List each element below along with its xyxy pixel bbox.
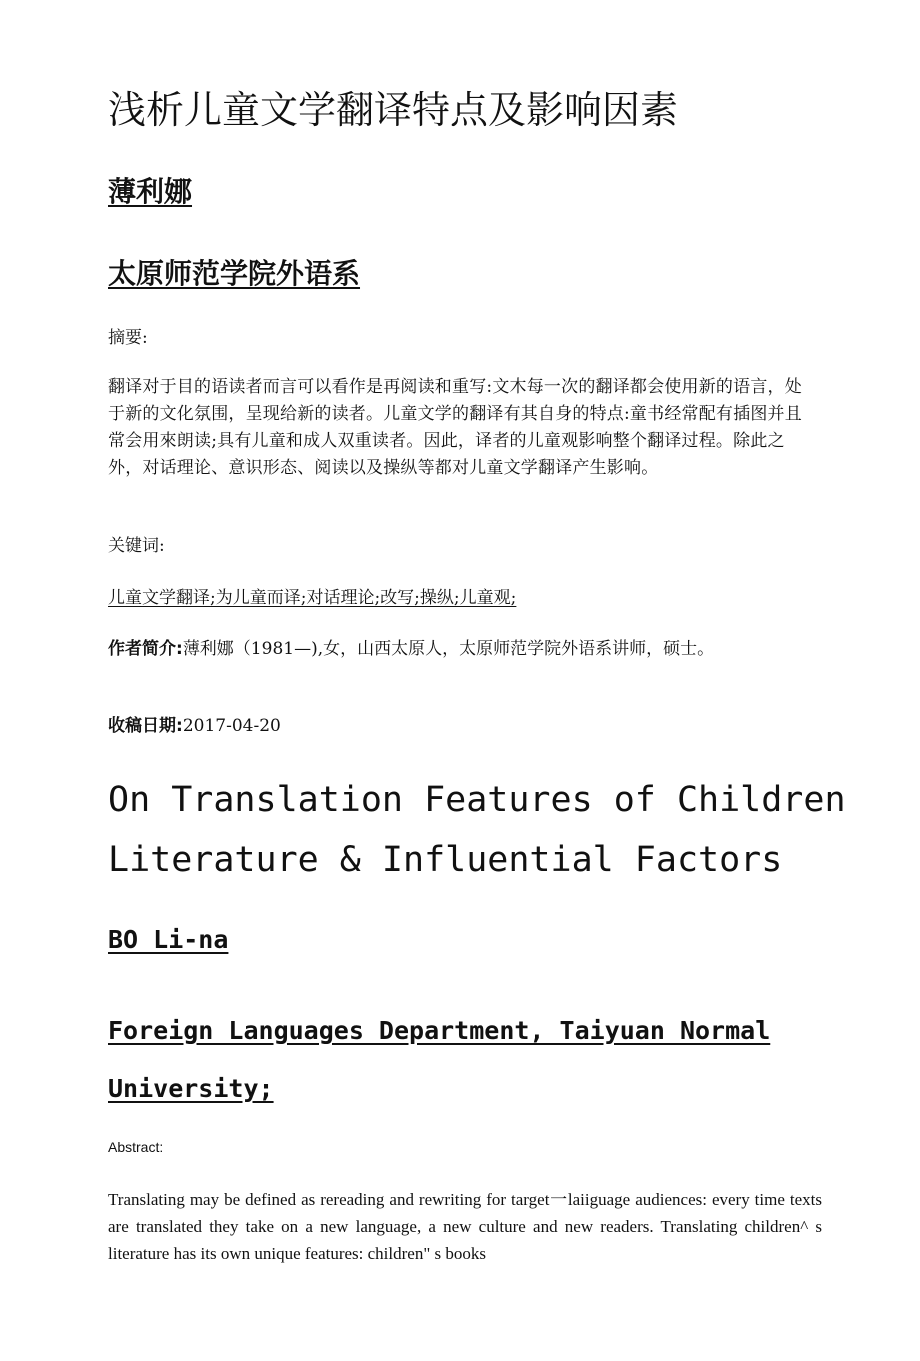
paper-title-en: On Translation Features of Children Literature & Influential Factors — [108, 780, 846, 880]
paper-title-cn: 浅析儿童文学翻译特点及影响因素 — [108, 88, 679, 132]
abstract-label-en: Abstract: — [108, 1139, 164, 1155]
author-name-cn[interactable]: 薄利娜 — [108, 175, 193, 208]
affiliation-cn[interactable]: 太原师范学院外语系 — [108, 257, 361, 290]
keywords-list[interactable]: 儿童文学翻译;为儿童而译;对话理论;改写;操纵;儿童观; — [108, 588, 517, 608]
received-date — [108, 714, 281, 738]
affiliation-en[interactable]: Foreign Languages Department, Taiyuan Normal University; — [108, 1016, 771, 1103]
keywords-label: 关键词: — [108, 536, 165, 556]
abstract-body-en: Translating may be defined as rereading and rewriting for target一laiiguage audiences: every time texts are translated they take on a new language, a new culture and new readers. Translating children^ s literature has its own unique features: children" s books — [108, 1190, 822, 1263]
received-date-label: 收稿日期: — [108, 716, 183, 736]
abstract-body-cn: 翻译对于目的语读者而言可以看作是再阅读和重写:文木每一次的翻译都会使用新的语言，处于新的文化氛围，呈现给新的读者。儿童文学的翻译有其自身的特点:童书经常配有插图并且常会用來朗读;具有儿童和成人双重读者。因此，译者的儿童观影响整个翻译过程。除此之外，对话理论、意识形态、阅读以及操纵等都对儿童文学翻译产生影响。 — [108, 377, 802, 478]
author-bio — [108, 636, 798, 663]
author-name-en[interactable]: BO Li-na — [108, 925, 229, 954]
author-bio-label: 作者简介: — [108, 639, 183, 659]
abstract-label-cn: 摘要: — [108, 328, 148, 348]
received-date-value: 2017-04-20 — [182, 716, 281, 736]
author-bio-text: 薄利娜（1981—),女，山西太原人，太原师范学院外语系讲师，硕士。 — [182, 639, 715, 659]
